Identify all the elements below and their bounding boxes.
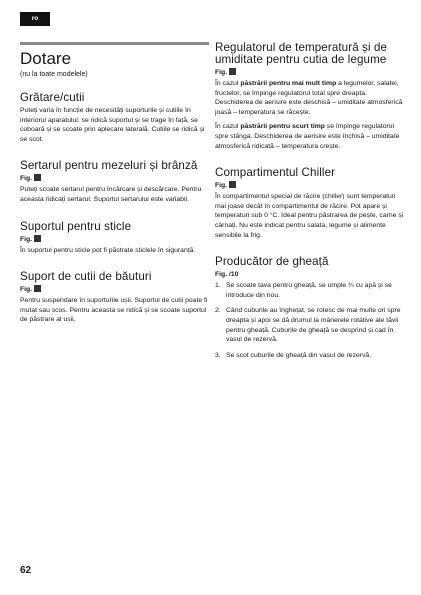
section-text: În compartimentul special de răcire (chiller) sunt temperaturi mai joase decât în compartimentul de răcire. Pot apare și temperaturi sub 0 °C. Ideal pentru păstrarea de pește, carne și cârnați. Nu este indicat pentru salata, legume și alimente sensibile la frig. bbox=[215, 193, 404, 239]
figure-number-icon bbox=[34, 235, 41, 242]
figure-number-icon bbox=[229, 68, 236, 75]
figure-ref: Fig. bbox=[20, 174, 209, 183]
section-chiller bbox=[215, 167, 404, 240]
section-heading: Compartimentul Chiller bbox=[215, 166, 336, 180]
figure-ref: Fig. bbox=[215, 68, 404, 77]
section-heading: Regulatorul de temperatură și de umiditate pentru cutia de legume bbox=[215, 41, 388, 66]
language-tab: ro bbox=[20, 12, 50, 26]
section-text: În cazul păstrării pentru mai mult timp a legumelor, salatei, fructelor, se împinge regulatorul total spre dreapta. Deschiderea de aerisire este deschisă – umiditate atmosferică joasă – temperatura se răcește. bbox=[215, 80, 403, 116]
section-heading: Sertarul pentru mezeluri și brânză bbox=[20, 159, 198, 173]
figure-number-icon bbox=[229, 181, 236, 188]
right-column bbox=[215, 42, 404, 366]
figure-ref: Fig. bbox=[20, 235, 209, 244]
section-heading: Producător de gheață bbox=[215, 255, 329, 269]
figure-ref: Fig. /10 bbox=[215, 271, 239, 279]
section-text: Puteți varia în funcție de necesități suporturile și cutiile în interiorul aparatului: se ridică suportul și se trage în față, se coboară și se scoate prin aplecare laterală. Cutiile se ridică și se scot. bbox=[20, 107, 205, 143]
figure-ref: Fig. bbox=[215, 181, 404, 190]
left-column bbox=[20, 42, 209, 325]
section-shelves bbox=[20, 92, 209, 144]
section-text: Puteți scoate sertarul pentru încărcare și descărcare. Pentru aceasta ridicați sertarul. Suportul sertarului este variabil. bbox=[20, 186, 202, 203]
section-heading: Suportul pentru sticle bbox=[20, 219, 132, 233]
section-bottle-holder bbox=[20, 221, 209, 256]
page-title: Dotare bbox=[20, 49, 72, 68]
section-heading: Grătare/cutii bbox=[20, 91, 85, 104]
section-text: În suportul pentru sticle pot fi păstrate sticlele în siguranță. bbox=[20, 246, 196, 254]
models-note: (nu la toate modelele) bbox=[20, 71, 88, 78]
list-item: 1. Se scoate tava pentru gheață, se umple ¾ cu apă și se introduce din nou. bbox=[215, 282, 392, 299]
list-item: 2. Când cuburile au înghețat, se rotesc de mai multe ori spre dreapta și apoi se dă drumul la mânerele rotative ale tăvii pentru gheață. Cuburile de gheață se desprind și cad în vasul de rezervă. bbox=[215, 307, 401, 344]
section-text: Pentru suspendare în suporturile ușii. Suportul de cutii poate fi mutat sau scos. Pentru aceasta se ridică și se scoate suportul de păstrare al ușii. bbox=[20, 297, 208, 324]
figure-ref: Fig. bbox=[20, 285, 209, 294]
figure-number-icon bbox=[34, 174, 41, 181]
steps-list bbox=[215, 281, 404, 360]
section-humidity-regulator bbox=[215, 42, 404, 151]
title-rule bbox=[20, 42, 209, 45]
section-cheese-drawer bbox=[20, 160, 209, 204]
page-number: 62 bbox=[20, 565, 32, 576]
section-can-holder bbox=[20, 271, 209, 325]
figure-number-icon bbox=[34, 285, 41, 292]
section-heading: Suport de cutii de băuturi bbox=[20, 270, 152, 284]
section-ice-maker bbox=[215, 256, 404, 360]
section-text: În cazul păstrării pentru scurt timp se împinge regulatorul spre stânga. Deschiderea de aerisire este închisă – umiditate atmosferică ridicată – temperatura crește. bbox=[215, 123, 400, 150]
list-item: 3. Se scot cuburile de gheață din vasul de rezervă. bbox=[215, 351, 372, 359]
